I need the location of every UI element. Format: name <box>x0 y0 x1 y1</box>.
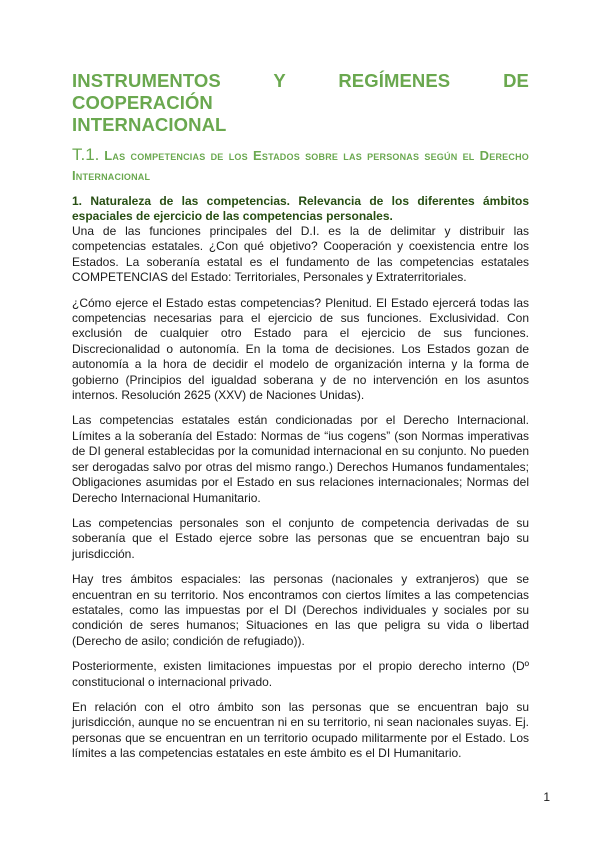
title-line-2: INTERNACIONAL <box>72 114 227 135</box>
topic-number: T.1. <box>72 145 100 164</box>
section-heading: 1. Naturaleza de las competencias. Relevancia de los diferentes ámbitos espaciales de ejercicio de las competencias personales. <box>72 194 529 223</box>
topic-title: Las competencias de los Estados sobre las personas según el Derecho Internacional <box>72 148 529 183</box>
document-title <box>72 70 529 136</box>
paragraph-3: Las competencias estatales están condicionadas por el Derecho Internacional. Límites a la soberanía del Estado: Normas de “ius cogens” (son Normas imperativas de DI general establecidas por la comunidad internacional en su conjunto. No pueden ser derogadas salvo por otras del mismo rango.) Derechos Humanos fundamentales; Obligaciones asumidas por el Estado en sus relaciones internacionales; Normas del Derecho Internacional Humanitario. <box>72 413 529 505</box>
topic-subtitle <box>72 145 529 186</box>
paragraph-7: En relación con el otro ámbito son las personas que se encuentran bajo su jurisdicción, aunque no se encuentran ni en su territorio, ni sean nacionales suyas. Ej. personas que se encuentran en un territorio ocupado militarmente por el Estado. Los límites a las competencias estatales en este ámbito es el DI Humanitario. <box>72 699 529 761</box>
paragraph-6: Posteriormente, existen limitaciones impuestas por el propio derecho interno (Dº constitucional o internacional privado. <box>72 659 529 689</box>
title-line-1: INSTRUMENTOS Y REGÍMENES DE COOPERACIÓN <box>72 70 529 113</box>
paragraph-2: ¿Cómo ejerce el Estado estas competencias? Plenitud. El Estado ejercerá todas las competencias necesarias para el ejercicio de sus funciones. Exclusividad. Con exclusión de cualquier otro Estado para el ejercicio de sus funciones. Discrecionalidad o autonomía. En la toma de decisiones. Los Estados gozan de autonomía a la hora de decidir el modelo de organización interna y la forma de gobierno (Principios del igualdad soberana y de no intervención en los asuntos internos. Resolución 2625 (XXV) de Naciones Unidas). <box>72 295 529 403</box>
paragraph-1: Una de las funciones principales del D.I. es la de delimitar y distribuir las competencias estatales. ¿Con qué objetivo? Cooperación y coexistencia entre los Estados. La soberanía estatal es el fundamento de las competencias estatales COMPETENCIAS del Estado: Territoriales, Personales y Extraterritoriales. <box>72 224 529 285</box>
page-number: 1 <box>543 790 550 804</box>
document-page <box>72 70 529 772</box>
paragraph-5: Hay tres ámbitos espaciales: las personas (nacionales y extranjeros) que se encuentran en su territorio. Nos encontramos con ciertos límites a las competencias estatales, como las impuestas por el DI (Derechos individuales y sociales por su condición de seres humanos; Situaciones en las que peligra su vida o libertad (Derecho de asilo; condición de refugiado)). <box>72 572 529 648</box>
paragraph-4: Las competencias personales son el conjunto de competencia derivadas de su soberanía que el Estado ejerce sobre las personas que se encuentran bajo su jurisdicción. <box>72 515 529 561</box>
